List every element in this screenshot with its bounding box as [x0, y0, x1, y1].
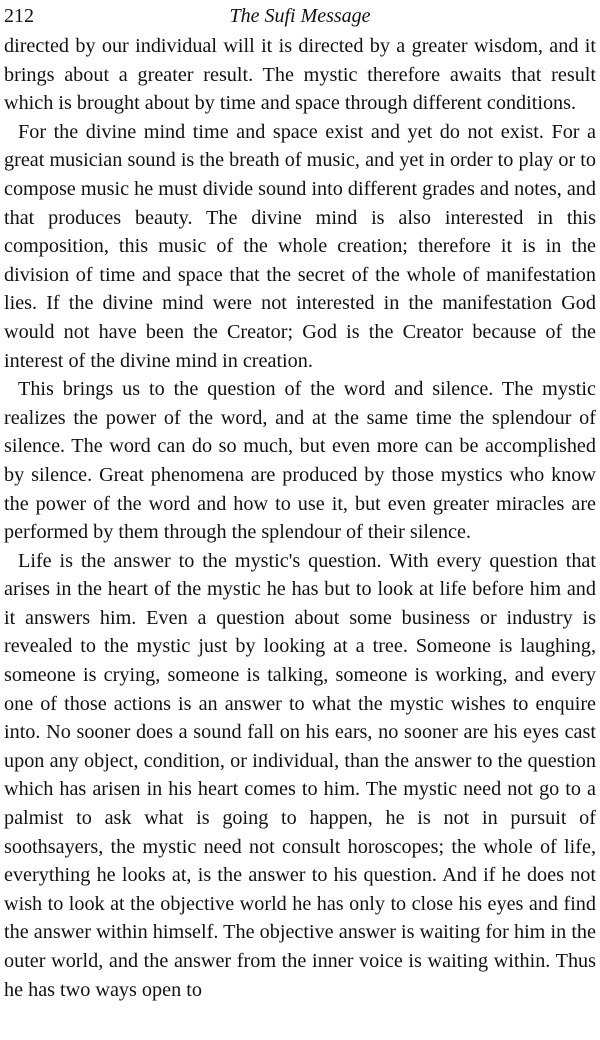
- paragraph-word-and-silence: This brings us to the question of the word and silence. The mystic realizes the power of the word, and at the same time the splendour of silence. The word can do so much, but even more can be accomplished by silence. Great phenomena are produced by those mystics who know the power of the word and how to use it, but even greater miracles are performed by them through the splendour of their silence.: [4, 378, 596, 544]
- paragraph-divine-mind: For the divine mind time and space exist and yet do not exist. For a great musician sound is the breath of music, and yet in order to play or to compose music he must divide sound into different grades and notes, and that produces beauty. The divine mind is also interested in this composition, this music of the whole creation; therefore it is in the division of time and space that the secret of the whole of manifestation lies. If the divine mind were not interested in the manifestation God would not have been the Creator; God is the Creator because of the interest of the divine mind in creation.: [4, 120, 596, 372]
- paragraph-life-is-the-answer: Life is the answer to the mystic's question. With every question that arises in the heart of the mystic he has but to look at life before him and it answers him. Even a question about some business or industry is revealed to the mystic just by looking at a tree. Someone is laughing, someone is crying, someone is talking, someone is working, and every one of those actions is an answer to what the mystic wishes to enquire into. No sooner does a sound fall on his ears, no sooner are his eyes cast upon any object, condition, or individual, than the answer to the question which has arisen in his heart comes to him. The mystic need not go to a palmist to ask what is going to happen, he is not in pursuit of soothsayers, the mystic need not consult horoscopes; the whole of life, everything he looks at, is the answer to his question. And if he does not wish to look at the objective world he has only to close his eyes and find the answer within himself. The objective answer is waiting for him in the outer world, and the answer from the inner voice is waiting within. Thus he has two ways open to: [4, 549, 596, 1001]
- book-page: [4, 0, 596, 1040]
- running-head-title: The Sufi Message: [229, 5, 371, 27]
- body-text: [4, 32, 596, 1004]
- page-header: [4, 0, 596, 30]
- paragraph-continued: directed by our individual will it is directed by a greater wisdom, and it brings about a greater result. The mystic therefore awaits that result which is brought about by time and space through different conditions.: [4, 35, 596, 115]
- page-number: 212: [4, 5, 34, 27]
